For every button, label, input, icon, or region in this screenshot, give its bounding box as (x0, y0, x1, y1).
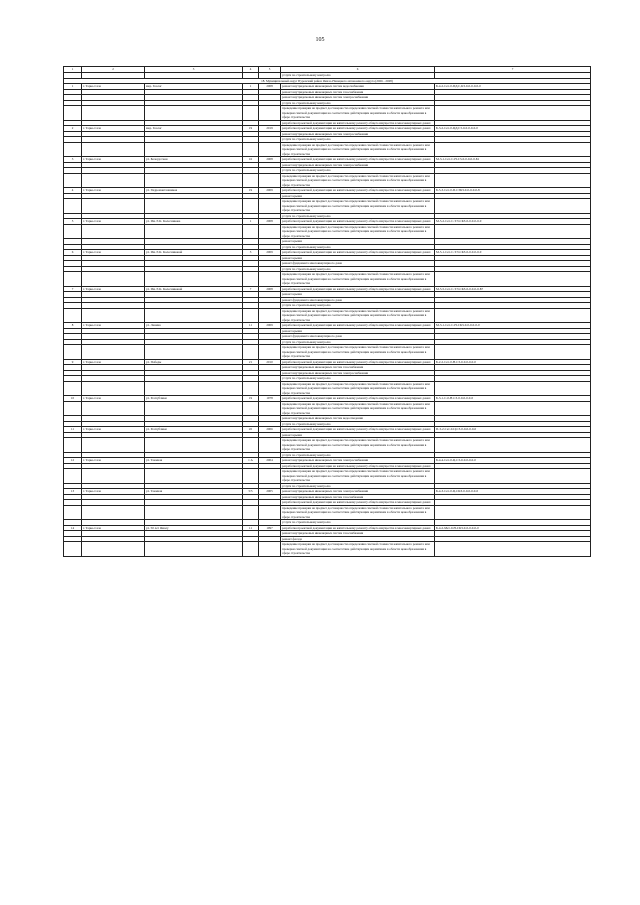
work-cell: ремонт фундамента многоквартирного дома (281, 297, 435, 303)
year-cell (259, 308, 281, 323)
street-cell: ул. Им. Е.К. Колесниковой (145, 250, 243, 256)
year-cell (259, 345, 281, 360)
city-cell (82, 542, 145, 557)
code-cell (435, 224, 591, 239)
street-cell (145, 505, 243, 520)
house-cell: 1 (243, 219, 259, 225)
table-row (64, 401, 591, 416)
year-cell (259, 106, 281, 121)
row-number-cell: 3 (64, 157, 82, 163)
street-cell (145, 438, 243, 453)
house-cell: 5/5 (243, 489, 259, 495)
house-cell (243, 401, 259, 416)
code-cell: Б-5-3-Сет-0-П-С3КЗ-0-0-0-0-0-8 (435, 188, 591, 194)
work-cell: ремонт внутридомовых инженерных систем электроснабжения (281, 458, 435, 464)
street-cell: ул. Таежная (145, 489, 243, 495)
row-number-cell: 9 (64, 359, 82, 365)
table-row (64, 199, 591, 214)
work-cell: ремонт фундамента многоквартирного дома (281, 334, 435, 340)
code-cell: М-5-1-Сет-С-ТЭ-СКЗ-0-0-0-0-0-0 (435, 250, 591, 256)
year-cell (259, 142, 281, 157)
row-number-cell: 10 (64, 396, 82, 402)
street-cell (145, 224, 243, 239)
city-cell: г. Тарко-Сале (82, 157, 145, 163)
house-cell (243, 308, 259, 323)
row-number-cell: 12 (64, 458, 82, 464)
city-cell (82, 224, 145, 239)
year-cell (259, 381, 281, 396)
row-number-cell (64, 381, 82, 396)
city-cell (82, 438, 145, 453)
work-cell: услуги по строительному контролю (281, 100, 435, 106)
city-cell (82, 142, 145, 157)
house-cell: 16 (243, 157, 259, 163)
table-row (64, 272, 591, 287)
year-cell: 2009 (259, 250, 281, 256)
house-cell (243, 438, 259, 453)
row-number-cell (64, 401, 82, 416)
work-cell: ремонт крыши (281, 432, 435, 438)
work-cell: услуги по строительному контролю (281, 452, 435, 458)
row-number-cell: 5 (64, 219, 82, 225)
code-cell (435, 505, 591, 520)
row-number-cell (64, 272, 82, 287)
row-number-cell: 14 (64, 525, 82, 531)
work-cell: ремонт внутридомовых инженерных систем электроснабжения (281, 370, 435, 376)
table-row (64, 345, 591, 360)
year-cell: 2019 (259, 126, 281, 132)
table-row (64, 381, 591, 396)
city-cell (82, 505, 145, 520)
row-number-cell (64, 106, 82, 121)
row-number-cell (64, 469, 82, 484)
table-row (64, 308, 591, 323)
street-cell (145, 106, 243, 121)
row-number-cell (64, 173, 82, 188)
city-cell: г. Тарко-Сале (82, 396, 145, 402)
code-cell: Б-3-1-С-0-Н-С3-0-0-0-0-0-0 (435, 396, 591, 402)
column-number: 3 (145, 67, 243, 73)
row-number-cell: 2 (64, 126, 82, 132)
house-cell: 19 (243, 396, 259, 402)
year-cell: 2004 (259, 458, 281, 464)
work-cell: ремонт крыши (281, 193, 435, 199)
year-cell (259, 199, 281, 214)
code-cell (435, 381, 591, 396)
city-cell: г. Тарко-Сале (82, 489, 145, 495)
year-cell: 2010 (259, 359, 281, 365)
year-cell (259, 505, 281, 520)
work-cell: услуги по строительному контролю (281, 73, 435, 79)
city-cell: г. Тарко-Сале (82, 525, 145, 531)
work-cell: ремонт внутридомовых инженерных систем газоснабжения (281, 365, 435, 371)
work-cell: разработка проектной документации на капитальному ремонту общего имущества в многоквартирных домах (281, 396, 435, 402)
work-cell: ремонт крыши (281, 239, 435, 245)
work-cell: разработка проектной документации на капитальному ремонту общего имущества в многоквартирных домах (281, 120, 435, 126)
code-cell: Б-4-4-Сет-0-Ц-С3-0-0-0-0-0-0 (435, 458, 591, 464)
street-cell: ул. Гидромонтажников (145, 188, 243, 194)
row-number-cell: 4 (64, 188, 82, 194)
table-row (64, 469, 591, 484)
row-number-cell (64, 345, 82, 360)
column-number: 2 (82, 67, 145, 73)
city-cell (82, 173, 145, 188)
row-number-cell: 7 (64, 286, 82, 292)
work-cell: проведение проверки на предмет достоверности определения сметной стоимости капитального ремонта или проверки сметной документации на соответствие действующим нормативам в области ценообразования в сфере строительства (281, 199, 435, 214)
year-cell: 2006 (259, 427, 281, 433)
street-cell (145, 469, 243, 484)
work-cell: услуги по строительному контролю (281, 520, 435, 526)
street-cell: ул. Таежная (145, 458, 243, 464)
city-cell (82, 345, 145, 360)
street-cell: ул. Белорусская (145, 157, 243, 163)
table-row (64, 106, 591, 121)
street-cell (145, 173, 243, 188)
table-row (64, 142, 591, 157)
code-cell: Б-3-2-Сет-0-ЦД,С3-0-0-0-0-0-0 (435, 126, 591, 132)
house-cell (243, 542, 259, 557)
house-cell (243, 173, 259, 188)
page-number: 105 (315, 37, 325, 43)
work-cell: ремонт фундамента многоквартирного дома (281, 261, 435, 267)
year-cell: 2008 (259, 157, 281, 163)
code-cell (435, 199, 591, 214)
year-cell (259, 469, 281, 484)
house-cell (243, 142, 259, 157)
work-cell: ремонт крыши (281, 328, 435, 334)
work-cell: услуги по строительному контролю (281, 483, 435, 489)
city-cell (82, 308, 145, 323)
work-cell: ремонт внутридомовых инженерных систем электроснабжения (281, 95, 435, 101)
work-cell: разработка проектной документации на капитальному ремонту общего имущества в многоквартирных домах (281, 286, 435, 292)
work-cell: проведение проверки на предмет достоверности определения сметной стоимости капитального ремонта или проверки сметной документации на соответствие действующим нормативам в области ценообразования в сфере строительства (281, 345, 435, 360)
year-cell (259, 224, 281, 239)
street-cell: ул. Ленина (145, 323, 243, 329)
city-cell: г. Тарко-Сале (82, 126, 145, 132)
work-cell: проведение проверки на предмет достоверности определения сметной стоимости капитального ремонта или проверки сметной документации на соответствие действующим нормативам в области ценообразования в сфере строительства (281, 142, 435, 157)
code-cell: Б-2-2-Сет-0-Н-С3-0-0-0-0-0-0 (435, 359, 591, 365)
street-cell: ул. Республики (145, 427, 243, 433)
street-cell: мкр. Геолог (145, 126, 243, 132)
year-cell: 2009 (259, 188, 281, 194)
code-cell (435, 469, 591, 484)
street-cell (145, 142, 243, 157)
work-cell: ремонт внутридомовых инженерных систем электроснабжения (281, 162, 435, 168)
row-number-cell: 1 (64, 84, 82, 90)
house-cell: 11 (243, 323, 259, 329)
work-cell: услуги по строительному контролю (281, 266, 435, 272)
code-cell: М-3-1-Сет-С-Н-С3-0-0-0-0-0-Б1 (435, 157, 591, 163)
work-cell: ремонт внутридомовых инженерных систем водоотведения (281, 416, 435, 422)
row-number-cell: 11 (64, 427, 82, 433)
work-cell: проведение проверки на предмет достоверности определения сметной стоимости капитального ремонта или проверки сметной документации на соответствие действующим нормативам в области ценообразования в сфере строительства (281, 224, 435, 239)
code-cell (435, 345, 591, 360)
work-cell: услуги по строительному контролю (281, 168, 435, 174)
year-cell: 1978 (259, 396, 281, 402)
year-cell: 2008 (259, 84, 281, 90)
street-cell: ул. Республики (145, 396, 243, 402)
house-cell: 1 А (243, 458, 259, 464)
street-cell: ул. 50 лет Ямалу (145, 525, 243, 531)
year-cell: 1997 (259, 525, 281, 531)
city-cell: г. Тарко-Сале (82, 323, 145, 329)
table-row (64, 438, 591, 453)
work-cell: ремонт внутридомовых инженерных систем электроснабжения (281, 131, 435, 137)
code-cell (435, 308, 591, 323)
capital-repair-table (63, 66, 591, 557)
code-cell (435, 142, 591, 157)
house-cell (243, 505, 259, 520)
row-number-cell (64, 542, 82, 557)
city-cell: г. Тарко-Сале (82, 427, 145, 433)
work-cell: проведение проверки на предмет достоверности определения сметной стоимости капитального ремонта или проверки сметной документации на соответствие действующим нормативам в области ценообразования в сфере строительства (281, 106, 435, 121)
work-cell: проведение проверки на предмет достоверности определения сметной стоимости капитального ремонта или проверки сметной документации на соответствие действующим нормативам в области ценообразования в сфере строительства (281, 308, 435, 323)
street-cell (145, 401, 243, 416)
work-cell: разработка проектной документации на капитальному ремонту общего имущества в многоквартирных домах (281, 126, 435, 132)
row-number-cell: 8 (64, 323, 82, 329)
code-cell (435, 106, 591, 121)
work-cell: разработка проектной документации на капитальному ремонту общего имущества в многоквартирных домах (281, 427, 435, 433)
work-cell: разработка проектной документации на капитальному ремонту общего имущества в многоквартирных домах (281, 250, 435, 256)
house-cell: 21 (243, 359, 259, 365)
street-cell (145, 381, 243, 396)
house-cell: 1 (243, 84, 259, 90)
table-row (64, 542, 591, 557)
work-cell: ремонт крыши (281, 255, 435, 261)
work-cell: разработка проектной документации на капитальному ремонту общего имущества в многоквартирных домах (281, 188, 435, 194)
house-cell: 19 (243, 188, 259, 194)
work-cell: услуги по строительному контролю (281, 213, 435, 219)
house-cell: 11 (243, 525, 259, 531)
year-cell (259, 173, 281, 188)
row-number-cell (64, 199, 82, 214)
year-cell: 2008 (259, 286, 281, 292)
row-number-cell (64, 308, 82, 323)
work-cell: разработка проектной документации на капитальному ремонту общего имущества в многоквартирных домах (281, 219, 435, 225)
year-cell (259, 272, 281, 287)
work-cell: услуги по строительному контролю (281, 421, 435, 427)
year-cell (259, 438, 281, 453)
year-cell: 2009 (259, 323, 281, 329)
work-cell: ремонт внутридомовых инженерных систем электроснабжения (281, 489, 435, 495)
work-cell: разработка проектной документации на капитальному ремонту общего имущества в многоквартирных домах (281, 359, 435, 365)
work-cell: услуги по строительному контролю (281, 137, 435, 143)
city-cell (82, 469, 145, 484)
street-cell: мкр. Геолог (145, 84, 243, 90)
code-cell (435, 401, 591, 416)
city-cell (82, 381, 145, 396)
city-cell (82, 401, 145, 416)
house-cell: 19 (243, 126, 259, 132)
house-cell (243, 469, 259, 484)
city-cell: г. Тарко-Сале (82, 359, 145, 365)
work-cell: разработка проектной документации на капитальному ремонту общего имущества в многоквартирных домах (281, 463, 435, 469)
work-cell: проведение проверки на предмет достоверности определения сметной стоимости капитального ремонта или проверки сметной документации на соответствие действующим нормативам в области ценообразования в сфере строительства (281, 381, 435, 396)
work-cell: проведение проверки на предмет достоверности определения сметной стоимости капитального ремонта или проверки сметной документации на соответствие действующим нормативам в области ценообразования в сфере строительства (281, 505, 435, 520)
column-number: 6 (281, 67, 435, 73)
year-cell (259, 401, 281, 416)
street-cell: ул. Им. Е.К. Колесниковой (145, 286, 243, 292)
work-cell: проведение проверки на предмет достоверности определения сметной стоимости капитального ремонта или проверки сметной документации на соответствие действующим нормативам в области ценообразования в сфере строительства (281, 401, 435, 416)
work-cell: проведение проверки на предмет достоверности определения сметной стоимости капитального ремонта или проверки сметной документации на соответствие действующим нормативам в области ценообразования в сфере строительства (281, 438, 435, 453)
house-cell (243, 106, 259, 121)
code-cell: М-5-2-Сет-С-ТЭ-СКЗ-0-0-0-0-0-0 (435, 219, 591, 225)
house-cell: 3 (243, 250, 259, 256)
street-cell (145, 345, 243, 360)
row-number-cell: 13 (64, 489, 82, 495)
work-cell: ремонт внутридомовых инженерных систем водоснабжения (281, 84, 435, 90)
house-cell (243, 345, 259, 360)
code-cell: Б-4-3-Сет-0-Ц-СКЗ-0-0-0-0-0-0 (435, 489, 591, 495)
work-cell: ремонт внутридомовых инженерных систем газоснабжения (281, 531, 435, 537)
code-cell (435, 542, 591, 557)
row-number-cell (64, 224, 82, 239)
work-cell: услуги по строительному контролю (281, 244, 435, 250)
table-row (64, 173, 591, 188)
work-cell: ремонт внутридомовых инженерных систем газоснабжения (281, 494, 435, 500)
code-cell: Б-4-2-Мет-0-Н-СКЗ-0-0-0-0-0-0 (435, 525, 591, 531)
city-cell: г. Тарко-Сале (82, 286, 145, 292)
column-number: 4 (243, 67, 259, 73)
work-cell: разработка проектной документации на капитальному ремонту общего имущества в многоквартирных домах (281, 323, 435, 329)
house-cell: 45 (243, 427, 259, 433)
city-cell: г. Тарко-Сале (82, 458, 145, 464)
city-cell (82, 106, 145, 121)
house-cell (243, 272, 259, 287)
city-cell (82, 272, 145, 287)
year-cell: 2005 (259, 489, 281, 495)
work-cell: ремонт фасада (281, 536, 435, 542)
work-cell: услуги по строительному контролю (281, 303, 435, 309)
table-row (64, 505, 591, 520)
code-cell: М-5-5-Сет-С-ТЭ-СКЗ-0-0-0-0-0-Б7 (435, 286, 591, 292)
street-cell (145, 272, 243, 287)
table-row (64, 224, 591, 239)
street-cell: ул. Победы (145, 359, 243, 365)
house-cell: 7 (243, 286, 259, 292)
section-title: 18. Муниципальный округ Пуровский район Ямало-Ненецкого автономного округа (2026 - 2028) (64, 78, 591, 84)
work-cell: разработка проектной документации на капитальному ремонту общего имущества в многоквартирных домах (281, 157, 435, 163)
work-cell: проведение проверки на предмет достоверности определения сметной стоимости капитального ремонта или проверки сметной документации на соответствие действующим нормативам в области ценообразования в сфере строительства (281, 173, 435, 188)
work-cell: ремонт внутридомовых инженерных систем газоснабжения (281, 89, 435, 95)
street-cell: ул. Им. Е.К. Колесникова (145, 219, 243, 225)
code-cell (435, 272, 591, 287)
city-cell: г. Тарко-Сале (82, 84, 145, 90)
work-cell: проведение проверки на предмет достоверности определения сметной стоимости капитального ремонта или проверки сметной документации на соответствие действующим нормативам в области ценообразования в сфере строительства (281, 272, 435, 287)
row-number-cell (64, 438, 82, 453)
work-cell: проведение проверки на предмет достоверности определения сметной стоимости капитального ремонта или проверки сметной документации на соответствие действующим нормативам в области ценообразования в сфере строительства (281, 469, 435, 484)
house-cell (243, 381, 259, 396)
work-cell: разработка проектной документации на капитальному ремонту общего имущества в многоквартирных домах (281, 525, 435, 531)
code-cell: М-3-1-Сет-С-Н-СКЗ-0-0-0-0-0-0 (435, 323, 591, 329)
work-cell: услуги по строительному контролю (281, 339, 435, 345)
column-number: 5 (259, 67, 281, 73)
city-cell: г. Тарко-Сале (82, 219, 145, 225)
street-cell (145, 542, 243, 557)
year-cell: 2008 (259, 219, 281, 225)
code-cell: П-3-2-Сет-0-Ц,С3-0-0-0-0-0-0 (435, 427, 591, 433)
house-cell (243, 224, 259, 239)
work-cell: проведение проверки на предмет достоверности определения сметной стоимости капитального ремонта или проверки сметной документации на соответствие действующим нормативам в области ценообразования в сфере строительства (281, 542, 435, 557)
row-number-cell (64, 505, 82, 520)
city-cell (82, 199, 145, 214)
work-cell: ремонт крыши (281, 292, 435, 298)
column-number: 7 (435, 67, 591, 73)
work-cell: разработка проектной документации на капитальному ремонту общего имущества в многоквартирных домах (281, 500, 435, 506)
code-cell (435, 438, 591, 453)
row-number-cell (64, 142, 82, 157)
code-cell: Б-4-2-Сет-0-ПД,С,КЗ-0-0-0-0-0-0 (435, 84, 591, 90)
column-number: 1 (64, 67, 82, 73)
street-cell (145, 199, 243, 214)
street-cell (145, 308, 243, 323)
city-cell: г. Тарко-Сале (82, 188, 145, 194)
work-cell: услуги по строительному контролю (281, 376, 435, 382)
house-cell (243, 199, 259, 214)
year-cell (259, 542, 281, 557)
code-cell (435, 173, 591, 188)
row-number-cell: 6 (64, 250, 82, 256)
city-cell: г. Тарко-Сале (82, 250, 145, 256)
